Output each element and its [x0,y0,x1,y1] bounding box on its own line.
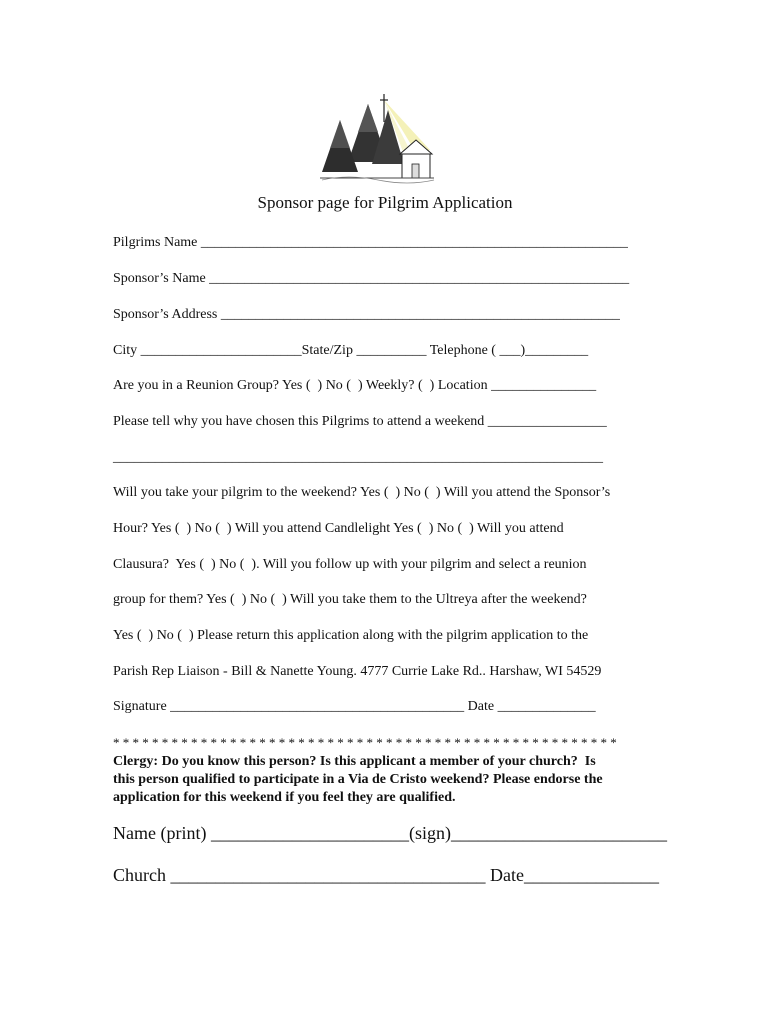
city-state-phone-field[interactable]: City _______________________State/Zip __________ Telephone ( ___)_________ [113,343,589,358]
star-divider: * * * * * * * * * * * * * * * * * * * * * * * * * * * * * * * * * * * * * * * * * * * * * * * * * * * * [113,735,617,750]
church-with-pine-trees-logo [318,92,448,196]
reunion-group-question[interactable]: Are you in a Reunion Group? Yes ( ) No ( ) Weekly? ( ) Location _______________ [113,378,597,393]
clergy-instructions-line: Clergy: Do you know this person? Is this applicant a member of your church? Is [113,754,596,769]
form-title: Sponsor page for Pilgrim Application [257,193,513,212]
sponsor-address-field[interactable]: Sponsor’s Address _________________________________________________________ [113,307,620,322]
clergy-instructions-line: application for this weekend if you feel they are qualified. [113,790,456,805]
reason-question[interactable]: Please tell why you have chosen this Pilgrims to attend a weekend _________________ [113,414,607,429]
reason-answer-line[interactable]: ______________________________________________________________________ [113,450,603,465]
signature-date-field[interactable]: Signature __________________________________________ Date ______________ [113,699,596,714]
weekend-question-line[interactable]: Clausura? Yes ( ) No ( ). Will you follow up with your pilgrim and select a reunion [113,557,587,572]
weekend-question-line[interactable]: group for them? Yes ( ) No ( ) Will you take them to the Ultreya after the weekend? [113,592,587,607]
pilgrims-name-field[interactable]: Pilgrims Name _____________________________________________________________ [113,235,628,250]
weekend-question-line[interactable]: Hour? Yes ( ) No ( ) Will you attend Candlelight Yes ( ) No ( ) Will you attend [113,521,564,536]
liaison-address-line: Parish Rep Liaison - Bill & Nanette Young. 4777 Currie Lake Rd.. Harshaw, WI 54529 [113,664,602,679]
weekend-question-line[interactable]: Will you take your pilgrim to the weekend? Yes ( ) No ( ) Will you attend the Sponsor’s [113,485,611,500]
clergy-church-date-field[interactable]: Church ___________________________________ Date_______________ [113,865,659,885]
clergy-instructions-line: this person qualified to participate in a Via de Cristo weekend? Please endorse the [113,772,603,787]
sponsor-name-field[interactable]: Sponsor’s Name ____________________________________________________________ [113,271,630,286]
clergy-name-sign-field[interactable]: Name (print) ______________________(sign)________________________ [113,823,667,843]
return-instructions-line: Yes ( ) No ( ) Please return this application along with the pilgrim application to the [113,628,589,643]
